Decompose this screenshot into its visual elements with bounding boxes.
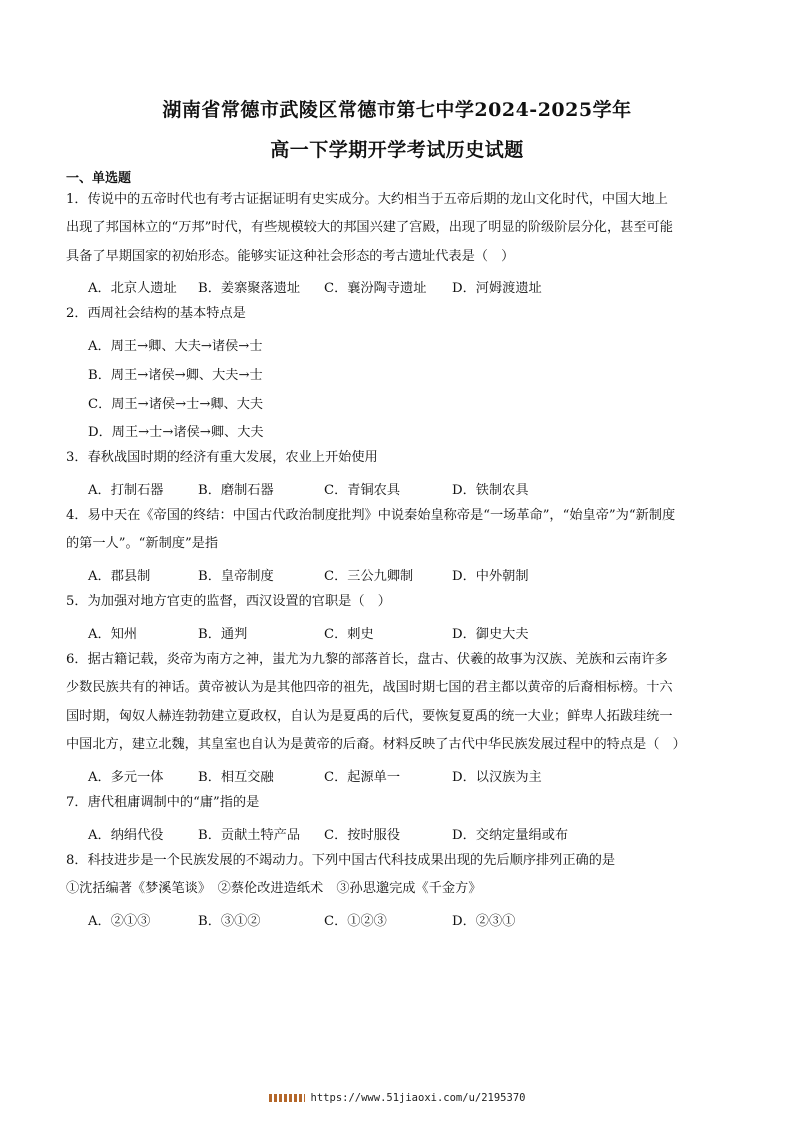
question-line: 具备了早期国家的初始形态。能够实证这种社会形态的考古遗址代表是（ ） <box>66 248 515 264</box>
question-4-options <box>88 565 738 585</box>
option-c[interactable]: C．襄汾陶寺遗址 <box>324 281 427 296</box>
option-a[interactable]: A．郡县制 <box>88 569 151 584</box>
option-c[interactable]: C．青铜农具 <box>324 483 401 498</box>
question-line: ①沈括编著《梦溪笔谈》 ②蔡伦改进造纸术 ③孙思邈完成《千金方》 <box>66 881 482 897</box>
exam-title-line1: 湖南省常德市武陵区常德市第七中学2024-2025学年 <box>162 99 632 121</box>
option-b[interactable]: B．姜寨聚落遗址 <box>198 281 301 296</box>
option-c[interactable]: C．起源单一 <box>324 770 401 785</box>
option-a[interactable]: A．北京人遗址 <box>88 281 177 296</box>
option-c[interactable]: C．三公九卿制 <box>324 569 414 584</box>
question-7-options <box>88 824 738 844</box>
option-c[interactable]: C．刺史 <box>324 627 374 642</box>
question-3 <box>66 444 736 472</box>
option-d[interactable]: D．铁制农具 <box>452 483 529 498</box>
question-line: 5．为加强对地方官吏的监督，西汉设置的官职是（ ） <box>66 594 391 609</box>
question-line: 7．唐代租庸调制中的“庸”指的是 <box>66 795 260 810</box>
option-d[interactable]: D．中外朝制 <box>452 569 529 584</box>
option-d[interactable]: D．②③① <box>452 914 516 929</box>
option-a[interactable]: A．多元一体 <box>88 770 164 785</box>
question-line: 8．科技进步是一个民族发展的不竭动力。下列中国古代科技成果出现的先后顺序排列正确的是 <box>66 853 616 868</box>
question-line: 1．传说中的五帝时代也有考古证据证明有史实成分。大约相当于五帝后期的龙山文化时代，中国大地上 <box>66 192 668 207</box>
option-c[interactable]: C．周王→诸侯→士→卿、大夫 <box>88 397 264 412</box>
option-b[interactable]: B．通判 <box>198 627 248 642</box>
section-heading: 一、单选题 <box>66 171 132 186</box>
question-5 <box>66 588 736 616</box>
option-b[interactable]: B．贡献土特产品 <box>198 828 301 843</box>
option-d[interactable]: D．交纳定量绢或布 <box>452 828 569 843</box>
option-a[interactable]: A．纳绢代役 <box>88 828 164 843</box>
question-6-options <box>88 766 738 786</box>
exam-title-line2: 高一下学期开学考试历史试题 <box>270 139 524 161</box>
site-logo-icon <box>269 1094 305 1102</box>
option-c[interactable]: C．按时服役 <box>324 828 401 843</box>
question-1 <box>66 186 736 271</box>
option-d[interactable]: D．河姆渡遗址 <box>452 281 542 296</box>
question-4 <box>66 502 736 559</box>
question-line: 国时期，匈奴人赫连勃勃建立夏政权，自认为是夏禹的后代，要恢复夏禹的统一大业；鲜卑人拓跋珪统一 <box>66 708 673 724</box>
option-d[interactable]: D．以汉族为主 <box>452 770 542 785</box>
option-a[interactable]: A．知州 <box>88 627 138 642</box>
question-line: 中国北方，建立北魏，其皇室也自认为是黄帝的后裔。材料反映了古代中华民族发展过程中的特点是（ ） <box>66 737 686 753</box>
option-b[interactable]: B．③①② <box>198 914 261 929</box>
option-c[interactable]: C．①②③ <box>324 914 387 929</box>
question-2 <box>66 300 736 328</box>
question-line: 4．易中天在《帝国的终结：中国古代政治制度批判》中说秦始皇称帝是“一场革命”，“始皇帝”为“新制度 <box>66 508 676 523</box>
page-footer <box>0 1092 794 1104</box>
question-5-options <box>88 623 738 643</box>
option-a[interactable]: A．②①③ <box>88 914 151 929</box>
question-6 <box>66 646 736 760</box>
option-b[interactable]: B．皇帝制度 <box>198 569 274 584</box>
question-8 <box>66 847 736 904</box>
question-line: 的第一人”。“新制度”是指 <box>66 536 219 552</box>
question-8-options <box>88 910 738 930</box>
question-line: 少数民族共有的神话。黄帝被认为是其他四帝的祖先，战国时期七国的君主都以黄帝的后裔相标榜。十六 <box>66 680 673 696</box>
option-d[interactable]: D．御史大夫 <box>452 627 529 642</box>
question-line: 出现了邦国林立的“万邦”时代，有些规模较大的邦国兴建了宫殿，出现了明显的阶级阶层分化，甚至可能 <box>66 220 673 236</box>
option-d[interactable]: D．周王→士→诸侯→卿、大夫 <box>88 425 264 440</box>
question-7 <box>66 789 736 817</box>
option-b[interactable]: B．相互交融 <box>198 770 274 785</box>
question-3-options <box>88 479 738 499</box>
option-b[interactable]: B．磨制石器 <box>198 483 274 498</box>
option-b[interactable]: B．周王→诸侯→卿、大夫→士 <box>88 368 263 383</box>
footer-url-link[interactable]: https://www.51jiaoxi.com/u/2195370 <box>310 1092 526 1104</box>
question-1-options <box>88 277 738 297</box>
question-line: 3．春秋战国时期的经济有重大发展，农业上开始使用 <box>66 450 378 465</box>
question-line: 6．据古籍记载，炎帝为南方之神，蚩尤为九黎的部落首长，盘古、伏羲的故事为汉族、羌族和云南许多 <box>66 652 668 667</box>
option-a[interactable]: A．周王→卿、大夫→诸侯→士 <box>88 339 263 354</box>
question-line: 2．西周社会结构的基本特点是 <box>66 306 246 321</box>
option-a[interactable]: A．打制石器 <box>88 483 164 498</box>
